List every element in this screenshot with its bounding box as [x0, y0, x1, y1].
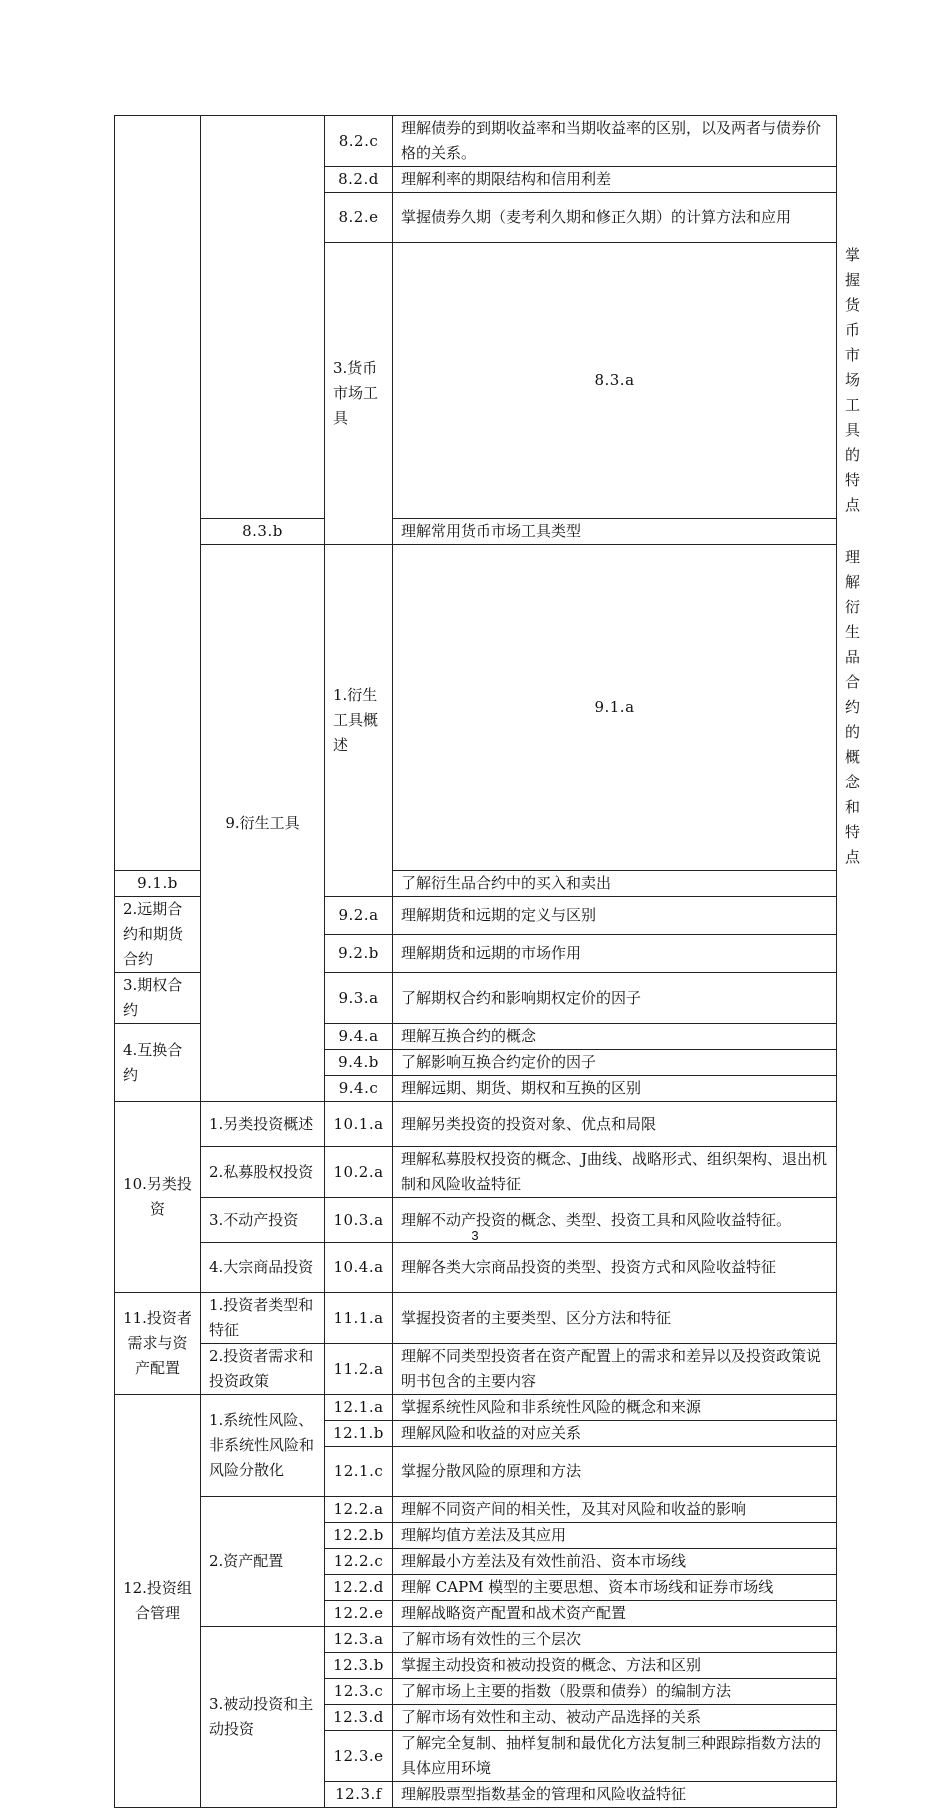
description-cell: 理解股票型指数基金的管理和风险收益特征 [393, 1782, 837, 1808]
table-row: 3.货币市场工具 8.3.a 掌握货币市场工具的特点 [115, 243, 837, 519]
code-cell: 12.1.c [325, 1447, 393, 1497]
chapter-cell: 12.投资组合管理 [115, 1395, 201, 1808]
description-cell: 理解债券的到期收益率和当期收益率的区别，以及两者与债券价格的关系。 [393, 116, 837, 167]
chapter-cell: 11.投资者需求与资产配置 [115, 1293, 201, 1395]
section-cell: 2.远期合约和期货合约 [115, 897, 201, 973]
description-cell: 了解影响互换合约定价的因子 [393, 1050, 837, 1076]
code-cell: 9.3.a [325, 973, 393, 1024]
code-cell: 8.3.a [393, 243, 837, 519]
table-row [115, 1102, 837, 1147]
description-cell: 掌握主动投资和被动投资的概念、方法和区别 [393, 1653, 837, 1679]
description-cell: 理解各类大宗商品投资的类型、投资方式和风险收益特征 [393, 1243, 837, 1293]
description-cell: 理解最小方差法及有效性前沿、资本市场线 [393, 1549, 837, 1575]
description-cell: 理解利率的期限结构和信用利差 [393, 167, 837, 193]
code-cell: 8.2.e [325, 193, 393, 243]
table-row [115, 1497, 837, 1523]
table-row [115, 519, 837, 545]
section-cell [201, 116, 325, 519]
table-row [115, 1344, 837, 1395]
section-cell: 2.私募股权投资 [201, 1147, 325, 1198]
description-cell: 理解互换合约的概念 [393, 1024, 837, 1050]
section-cell: 1.衍生工具概述 [325, 545, 393, 897]
code-cell: 9.2.b [325, 935, 393, 973]
code-cell: 8.3.b [201, 519, 325, 545]
section-cell: 4.互换合约 [115, 1024, 201, 1102]
code-cell: 9.4.b [325, 1050, 393, 1076]
code-cell: 12.1.b [325, 1421, 393, 1447]
description-cell: 理解常用货币市场工具类型 [393, 519, 837, 545]
description-cell: 掌握债券久期（麦考利久期和修正久期）的计算方法和应用 [393, 193, 837, 243]
code-cell: 12.2.d [325, 1575, 393, 1601]
table-row [115, 1147, 837, 1198]
code-cell: 12.2.c [325, 1549, 393, 1575]
description-cell: 掌握分散风险的原理和方法 [393, 1447, 837, 1497]
description-cell: 了解市场有效性的三个层次 [393, 1627, 837, 1653]
section-cell: 4.大宗商品投资 [201, 1243, 325, 1293]
code-cell: 8.2.c [325, 116, 393, 167]
code-cell: 12.3.c [325, 1679, 393, 1705]
code-cell: 9.1.b [115, 871, 201, 897]
section-cell: 3.货币市场工具 [325, 243, 393, 545]
description-cell: 掌握投资者的主要类型、区分方法和特征 [393, 1293, 837, 1344]
description-cell: 掌握系统性风险和非系统性风险的概念和来源 [393, 1395, 837, 1421]
code-cell: 11.2.a [325, 1344, 393, 1395]
description-cell: 了解衍生品合约中的买入和卖出 [393, 871, 837, 897]
description-cell: 理解战略资产配置和战术资产配置 [393, 1601, 837, 1627]
code-cell: 10.3.a [325, 1198, 393, 1243]
description-cell: 理解不同资产间的相关性，及其对风险和收益的影响 [393, 1497, 837, 1523]
section-cell: 3.被动投资和主动投资 [201, 1627, 325, 1808]
description-cell: 了解市场有效性和主动、被动产品选择的关系 [393, 1705, 837, 1731]
table-row [115, 116, 837, 167]
code-cell: 9.1.a [393, 545, 837, 871]
code-cell: 12.3.f [325, 1782, 393, 1808]
description-cell: 理解期货和远期的定义与区别 [393, 897, 837, 935]
code-cell: 11.1.a [325, 1293, 393, 1344]
description-cell: 理解另类投资的投资对象、优点和局限 [393, 1102, 837, 1147]
code-cell: 10.4.a [325, 1243, 393, 1293]
code-cell: 10.1.a [325, 1102, 393, 1147]
code-cell: 12.2.e [325, 1601, 393, 1627]
table-row [115, 1243, 837, 1293]
description-cell: 了解期权合约和影响期权定价的因子 [393, 973, 837, 1024]
code-cell: 12.3.e [325, 1731, 393, 1782]
code-cell: 9.4.c [325, 1076, 393, 1102]
description-cell: 理解远期、期货、期权和互换的区别 [393, 1076, 837, 1102]
description-cell: 理解不同类型投资者在资产配置上的需求和差异以及投资政策说明书包含的主要内容 [393, 1344, 837, 1395]
description-cell: 理解私募股权投资的概念、J曲线、战略形式、组织架构、退出机制和风险收益特征 [393, 1147, 837, 1198]
description-cell: 理解风险和收益的对应关系 [393, 1421, 837, 1447]
page-number: 3 [471, 1228, 479, 1243]
code-cell: 9.4.a [325, 1024, 393, 1050]
table-row [115, 1293, 837, 1344]
code-cell: 12.3.a [325, 1627, 393, 1653]
table-row [115, 1627, 837, 1653]
section-cell: 2.投资者需求和投资政策 [201, 1344, 325, 1395]
table-row: 9.衍生工具 1.衍生工具概述 9.1.a 理解衍生品合约的概念和特点 [115, 545, 837, 871]
section-cell: 2.资产配置 [201, 1497, 325, 1627]
chapter-cell: 9.衍生工具 [201, 545, 325, 1102]
description-cell: 理解 CAPM 模型的主要思想、资本市场线和证券市场线 [393, 1575, 837, 1601]
code-cell: 9.2.a [325, 897, 393, 935]
table-row [115, 1395, 837, 1421]
code-cell: 12.1.a [325, 1395, 393, 1421]
code-cell: 12.2.a [325, 1497, 393, 1523]
code-cell: 12.2.b [325, 1523, 393, 1549]
section-cell: 1.系统性风险、非系统性风险和风险分散化 [201, 1395, 325, 1497]
section-cell: 1.投资者类型和特征 [201, 1293, 325, 1344]
code-cell: 8.2.d [325, 167, 393, 193]
chapter-cell [115, 116, 201, 871]
table-body [115, 116, 861, 1808]
section-cell: 1.另类投资概述 [201, 1102, 325, 1147]
code-cell: 12.3.b [325, 1653, 393, 1679]
description-cell: 理解期货和远期的市场作用 [393, 935, 837, 973]
description-cell: 理解不动产投资的概念、类型、投资工具和风险收益特征。 [393, 1198, 837, 1243]
description-cell: 了解市场上主要的指数（股票和债券）的编制方法 [393, 1679, 837, 1705]
description-cell: 理解均值方差法及其应用 [393, 1523, 837, 1549]
description-cell: 了解完全复制、抽样复制和最优化方法复制三种跟踪指数方法的具体应用环境 [393, 1731, 837, 1782]
code-cell: 12.3.d [325, 1705, 393, 1731]
section-cell: 3.期权合约 [115, 973, 201, 1024]
section-cell: 3.不动产投资 [201, 1198, 325, 1243]
code-cell: 10.2.a [325, 1147, 393, 1198]
syllabus-table [114, 115, 861, 1808]
chapter-cell: 10.另类投资 [115, 1102, 201, 1293]
